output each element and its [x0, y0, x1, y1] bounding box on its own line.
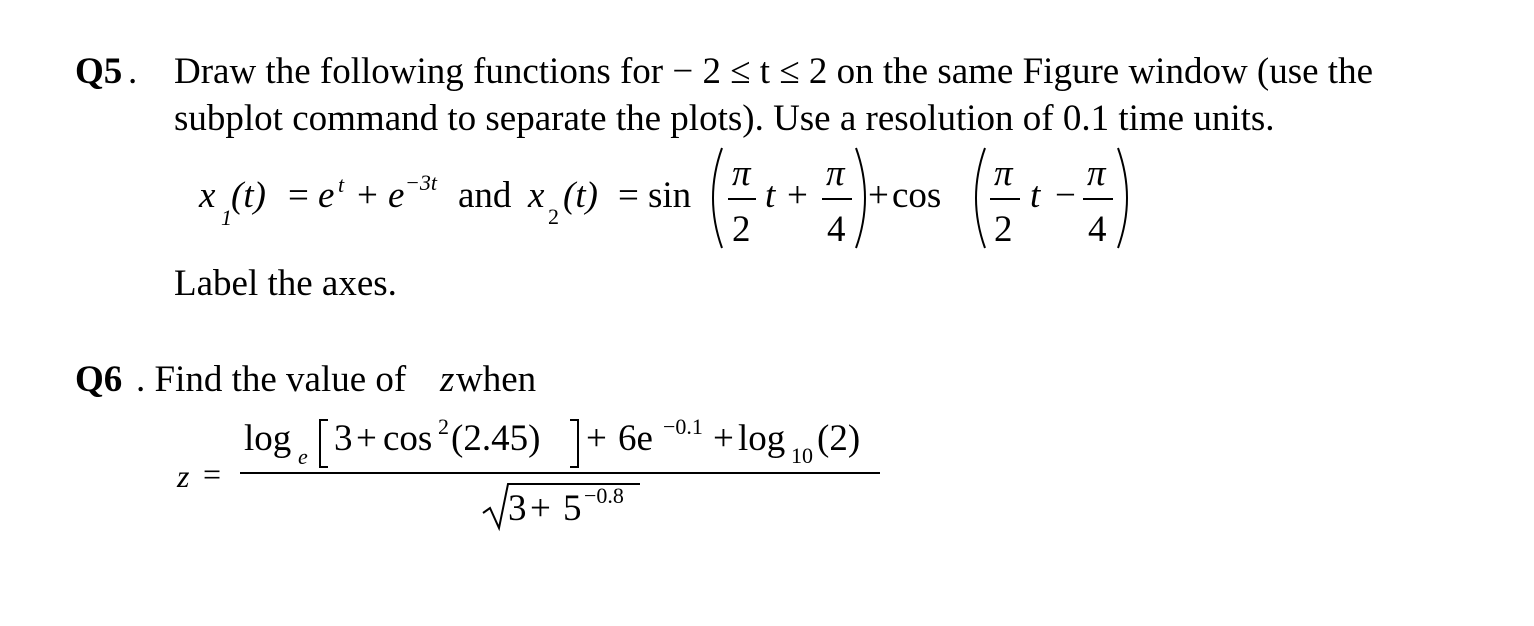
x2-subscript: 2 — [548, 204, 559, 229]
and-word: and — [458, 175, 512, 216]
cos-t: t — [1030, 175, 1041, 216]
sin-frac2-numerator: π — [826, 153, 845, 194]
log-10-subscript: 10 — [791, 443, 813, 468]
exp-e2-power: −3t — [405, 170, 437, 195]
sin-paren-left — [713, 148, 722, 248]
z-lhs: z — [177, 458, 190, 494]
q6-bracket-left — [320, 420, 328, 467]
x2-symbol: x — [528, 175, 545, 216]
sin-plus: + — [787, 175, 808, 216]
cos-argument: (2.45) — [451, 418, 541, 459]
log-10-argument: (2) — [817, 418, 861, 459]
cos-frac2-numerator: π — [1087, 153, 1106, 194]
log-e-subscript: e — [298, 444, 308, 469]
den-five-exponent: −0.8 — [584, 483, 624, 508]
x2-argument: (t) — [563, 175, 598, 216]
exp-e2: e — [388, 175, 405, 216]
z-equals: = — [203, 456, 222, 492]
num-plus1: + — [356, 418, 377, 459]
q5-line-2: subplot command to separate the plots). Use a resolution of 0.1 time units. — [174, 98, 1275, 139]
exp-e1-power: t — [338, 172, 345, 197]
sin-function: sin — [648, 175, 692, 216]
six-e-exponent: −0.1 — [663, 414, 703, 439]
num-three: 3 — [334, 418, 353, 459]
q6-label: Q6 — [75, 359, 123, 400]
sin-paren-right — [856, 148, 865, 248]
q5-line-1: Draw the following functions for − 2 ≤ t ≤ 2 on the same Figure window (use the — [174, 51, 1374, 92]
x1-subscript: 1 — [221, 205, 232, 230]
num-plus3: + — [713, 418, 734, 459]
sin-frac2-denominator: 4 — [827, 209, 846, 250]
cos-plus: + — [868, 175, 889, 216]
q5-label-dot: . — [128, 51, 138, 92]
exp-e1: e — [318, 175, 335, 216]
log-e: log — [244, 418, 292, 459]
x1-equals: = — [288, 175, 309, 216]
cos-frac1-denominator: 2 — [994, 209, 1013, 250]
cos-function: cos — [892, 175, 942, 216]
x1-symbol: x — [199, 175, 216, 216]
label-axes-instruction: Label the axes. — [174, 263, 397, 304]
x1-plus: + — [357, 175, 378, 216]
den-plus: + — [530, 488, 551, 529]
cos-squared-power: 2 — [438, 414, 449, 439]
q6-bracket-right — [570, 420, 578, 467]
cos-paren-right — [1118, 148, 1127, 248]
cos-frac2-denominator: 4 — [1088, 209, 1107, 250]
cos-frac1-numerator: π — [994, 153, 1013, 194]
sin-t: t — [765, 175, 776, 216]
six-e: 6e — [618, 418, 653, 459]
cos-minus: − — [1055, 175, 1076, 216]
sin-frac1-denominator: 2 — [732, 209, 751, 250]
num-plus2: + — [586, 418, 607, 459]
cos-paren-left — [976, 148, 985, 248]
q5-label: Q5 — [75, 51, 123, 92]
sin-frac1-numerator: π — [732, 153, 751, 194]
den-three: 3 — [508, 488, 527, 529]
x2-equals: = — [618, 175, 639, 216]
cos-squared: cos — [383, 418, 433, 459]
den-five: 5 — [563, 488, 582, 529]
q6-z-variable: z — [440, 359, 455, 400]
x1-argument: (t) — [231, 175, 266, 216]
q6-line-prefix: . Find the value of — [136, 359, 407, 400]
log-10: log — [738, 418, 786, 459]
q6-line-suffix: when — [456, 359, 537, 400]
